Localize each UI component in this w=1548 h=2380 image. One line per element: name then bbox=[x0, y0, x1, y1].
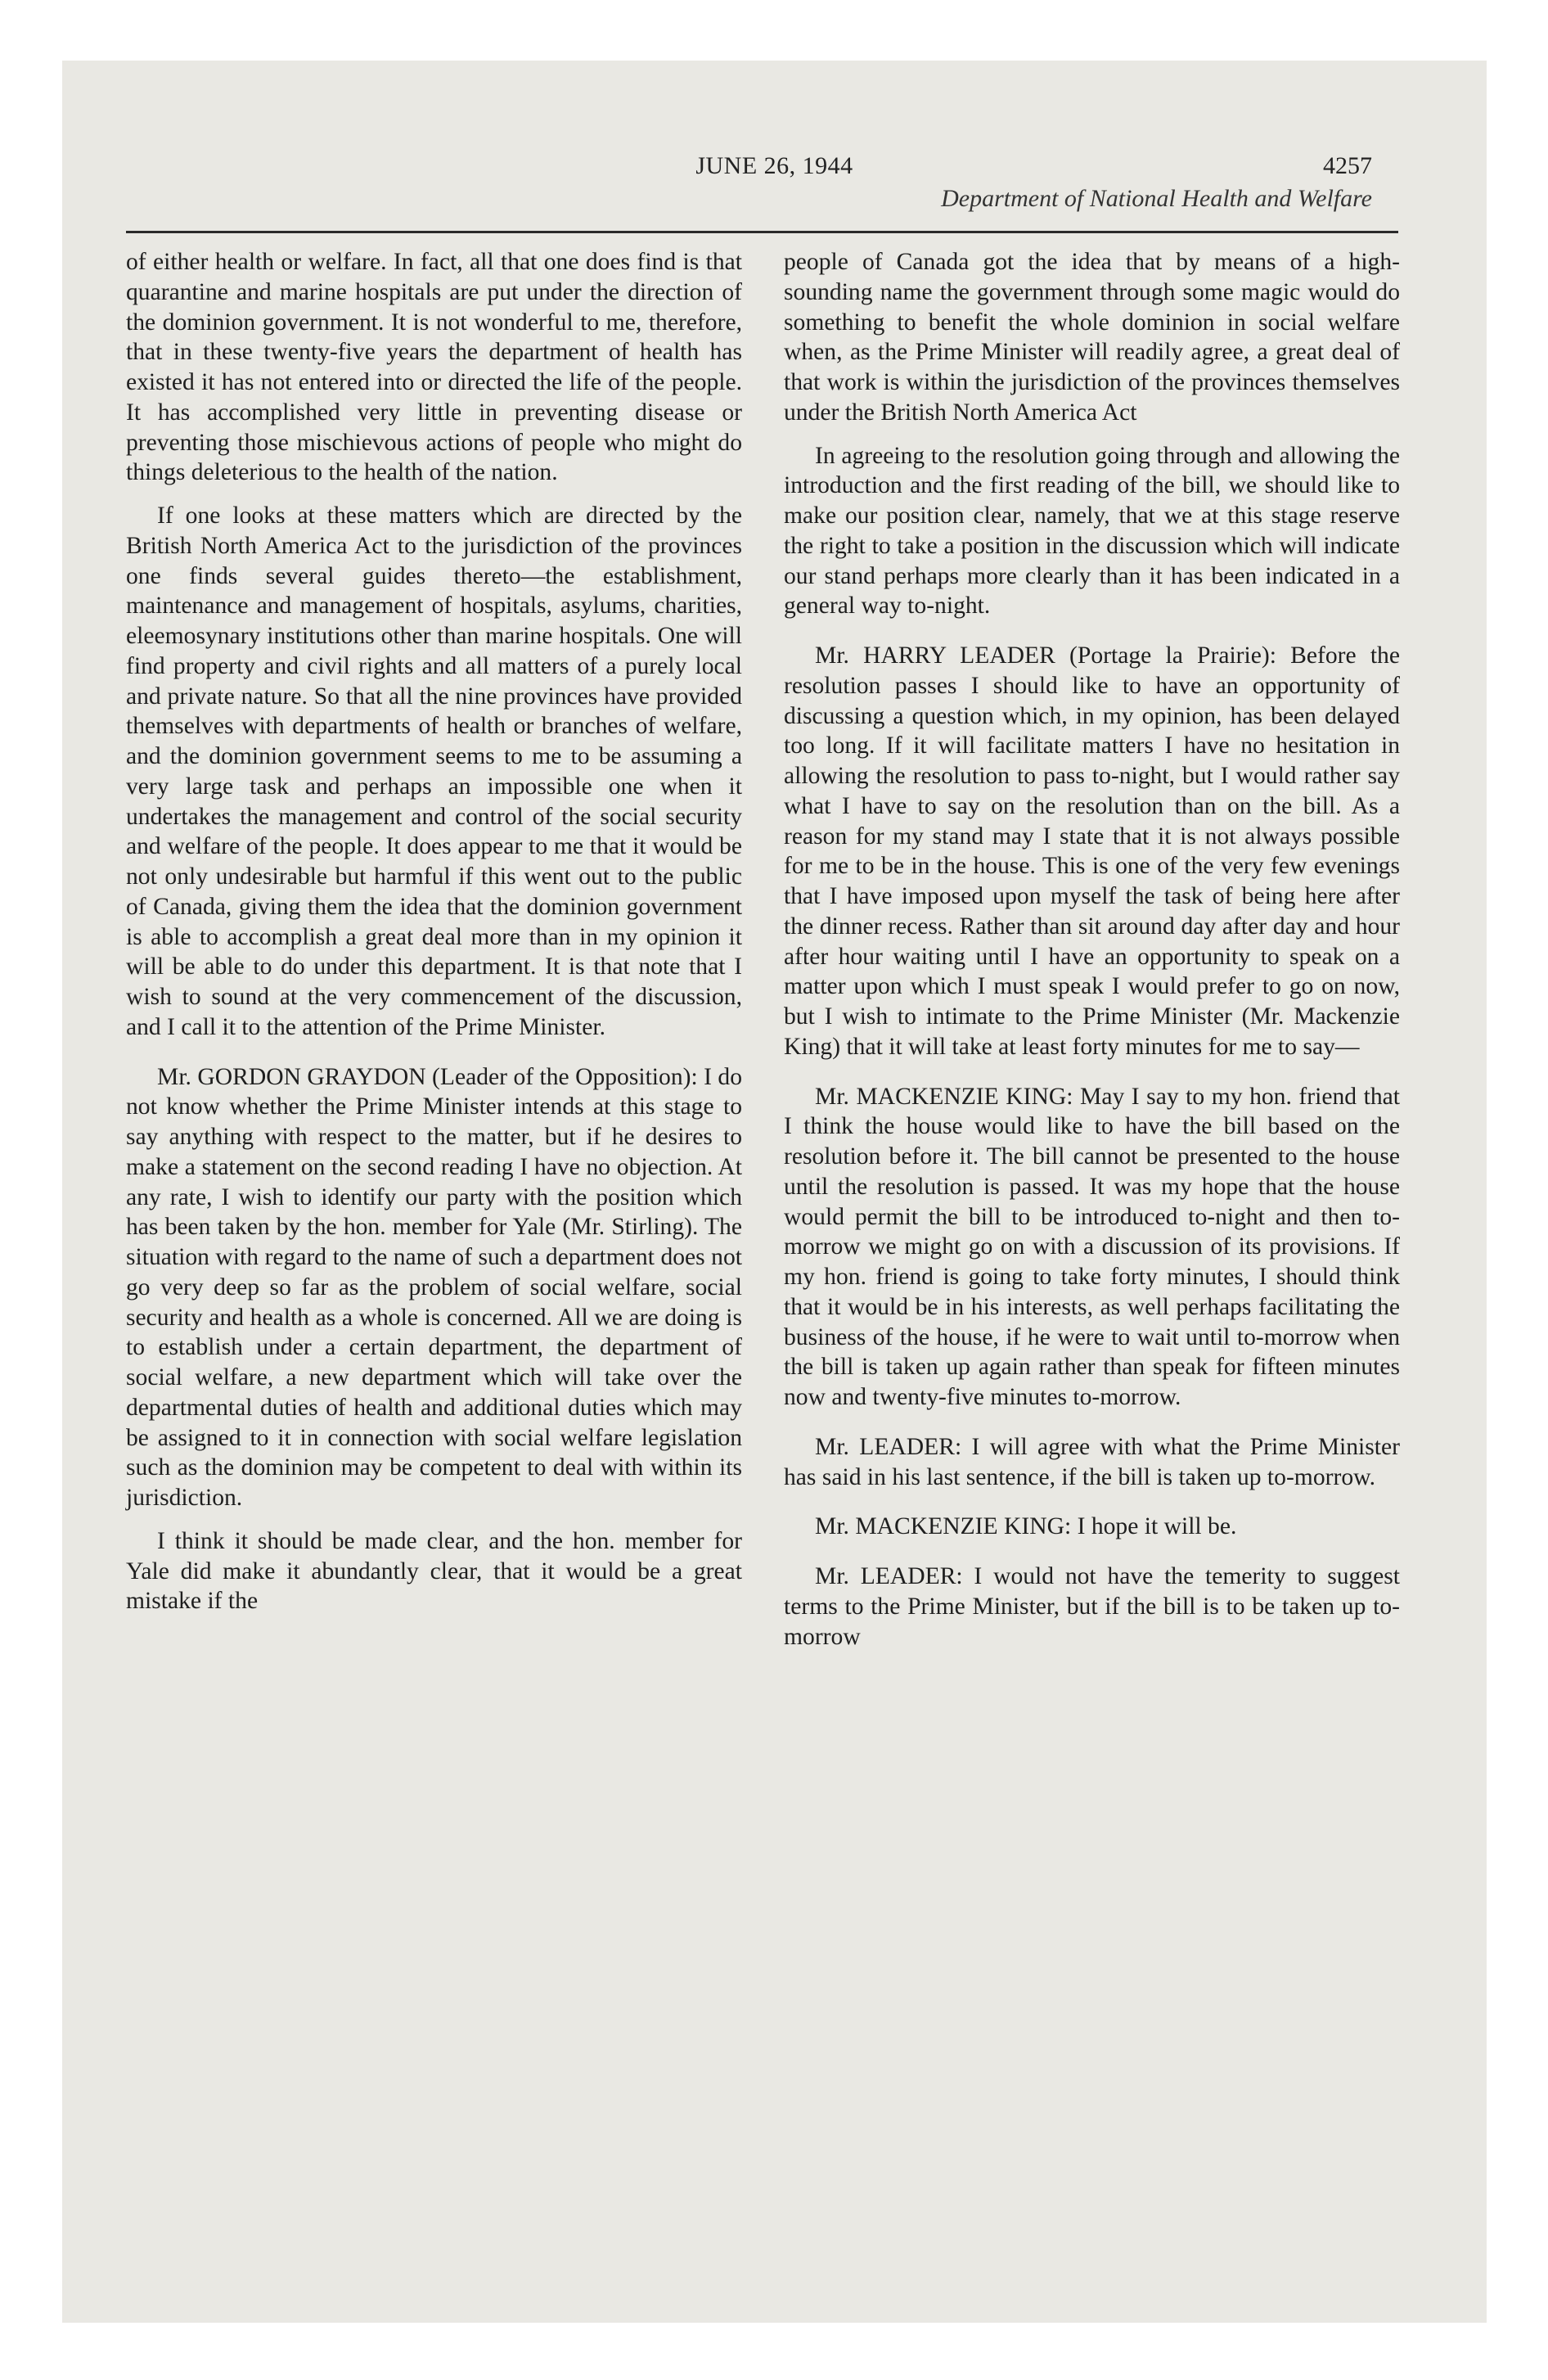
speaker-name: Mr. LEADER: bbox=[815, 1433, 962, 1460]
paragraph: In agreeing to the resolution going through and allowing the introduction and the first reading of the bill, we should like to make our position clear, namely, that we at this stage reserve the right to take a position in the discussion which will indicate our stand perhaps more clearly than it has been indicated in a general way to-night. bbox=[784, 442, 1400, 620]
speech-paragraph bbox=[784, 1562, 1400, 1652]
speech-paragraph bbox=[784, 1512, 1400, 1542]
speech-text: I would not have the temerity to suggest terms to the Prime Minister, but if the bill is to be taken up to-morrow bbox=[784, 1563, 1400, 1650]
speaker-name: Mr. MACKENZIE KING: bbox=[815, 1083, 1073, 1110]
page-number: 4257 bbox=[1323, 152, 1372, 179]
speech-text: I hope it will be. bbox=[1071, 1513, 1237, 1540]
section-title: Department of National Health and Welfare bbox=[941, 185, 1372, 212]
paragraph: I think it should be made clear, and the hon. member for Yale did make it abundantly clear, that it would be a great mistake if the bbox=[126, 1527, 742, 1615]
speech-paragraph bbox=[784, 1432, 1400, 1493]
paragraph: of either health or welfare. In fact, all that one does find is that quarantine and marine hospitals are put under the direction of the dominion government. It is not wonderful to me, therefore, that in these twenty-five years the department of health has existed it has not entered into or directed the life of the people. It has accomplished very little in preventing disease or preventing those mischievous actions of people who might do things deleterious to the health of the nation. bbox=[126, 249, 742, 486]
left-column bbox=[126, 247, 742, 1629]
speech-text: Before the resolution passes I should like to have an opportunity of discussing a question which, in my opinion, has been delayed too long. If it will facilitate matters I have no hesitation in allowing the resolution to pass to-night, but I would rather say what I have to say on the resolution than on the bill. As a reason for my stand may I state that it is not always possible for me to be in the house. This is one of the very few evenings that I have imposed upon myself the task of being here after the dinner recess. Rather than sit around day after day and hour after hour waiting until I have an opportunity to speak on a matter upon which I must speak I would prefer to go on now, but I wish to intimate to the Prime Minister (Mr. Mackenzie King) that it will take at least forty minutes for me to say— bbox=[784, 642, 1400, 1060]
speaker-name: Mr. LEADER: bbox=[815, 1563, 963, 1589]
speech-text: I will agree with what the Prime Minister has said in his last sentence, if the bill is taken up to-morrow. bbox=[784, 1433, 1400, 1490]
speech-text: May I say to my hon. friend that I think the house would like to have the bill based on the resolution before it. The bill cannot be presented to the house until the resolution is passed. It was my hope that the house would permit the bill to be introduced to-night and then to-morrow we might go on with a discussion of its provisions. If my hon. friend is going to take forty minutes, I should think that it would be in his interests, as well perhaps facilitating the business of the house, if he were to wait until to-morrow when the bill is taken up again rather than speak for fifteen minutes now and twenty-five minutes to-morrow. bbox=[784, 1083, 1400, 1410]
speech-paragraph bbox=[784, 641, 1400, 1062]
paragraph: people of Canada got the idea that by means of a high-sounding name the government through some magic would do something to benefit the whole dominion in social welfare when, as the Prime Minister will readily agree, a great deal of that work is within the jurisdiction of the provinces themselves under the British North America Act bbox=[784, 249, 1400, 426]
header-date: JUNE 26, 1944 bbox=[695, 152, 853, 179]
page bbox=[62, 61, 1487, 2323]
paragraph: If one looks at these matters which are directed by the British North America Act to the jurisdiction of the provinces one finds several guides thereto—the establishment, maintenance and management of hospitals, asylums, charities, eleemosynary institutions other than marine hospitals. One will find property and civil rights and all matters of a purely local and private nature. So that all the nine provinces have provided themselves with departments of health or branches of welfare, and the dominion government seems to me to be assuming a very large task and perhaps an impossible one when it undertakes the management and control of the social security and welfare of the people. It does appear to me that it would be not only undesirable but harmful if this went out to the public of Canada, giving them the idea that the dominion government is able to accomplish a great deal more than in my opinion it will be able to do under this department. It is that note that I wish to sound at the very commencement of the discussion, and I call it to the attention of the Prime Minister. bbox=[126, 503, 742, 1040]
speech-paragraph bbox=[784, 1082, 1400, 1413]
speech-paragraph bbox=[126, 1062, 742, 1513]
speaker-name: Mr. GORDON GRAYDON (Leader of the Opposition): bbox=[157, 1063, 698, 1090]
running-head bbox=[62, 152, 1487, 185]
speaker-name: Mr. MACKENZIE KING: bbox=[815, 1513, 1072, 1540]
header-rule bbox=[126, 231, 1398, 233]
right-column bbox=[784, 247, 1400, 1665]
speech-text: I do not know whether the Prime Minister intends at this stage to say anything with respect to the matter, but if he desires to make a statement on the second reading I have no objection. At any rate, I wish to identify our party with the position which has been taken by the hon. member for Yale (Mr. Stirling). The situation with regard to the name of such a department does not go very deep so far as the problem of social welfare, social security and health as a whole is concerned. All we are doing is to establish under a certain department, the department of social welfare, a new department which will take over the departmental duties of health and additional duties which may be assigned to it in connection with social welfare legislation such as the dominion may be competent to deal with within its jurisdiction. bbox=[126, 1063, 742, 1511]
speaker-name: Mr. HARRY LEADER (Portage la Prairie): bbox=[815, 642, 1276, 669]
